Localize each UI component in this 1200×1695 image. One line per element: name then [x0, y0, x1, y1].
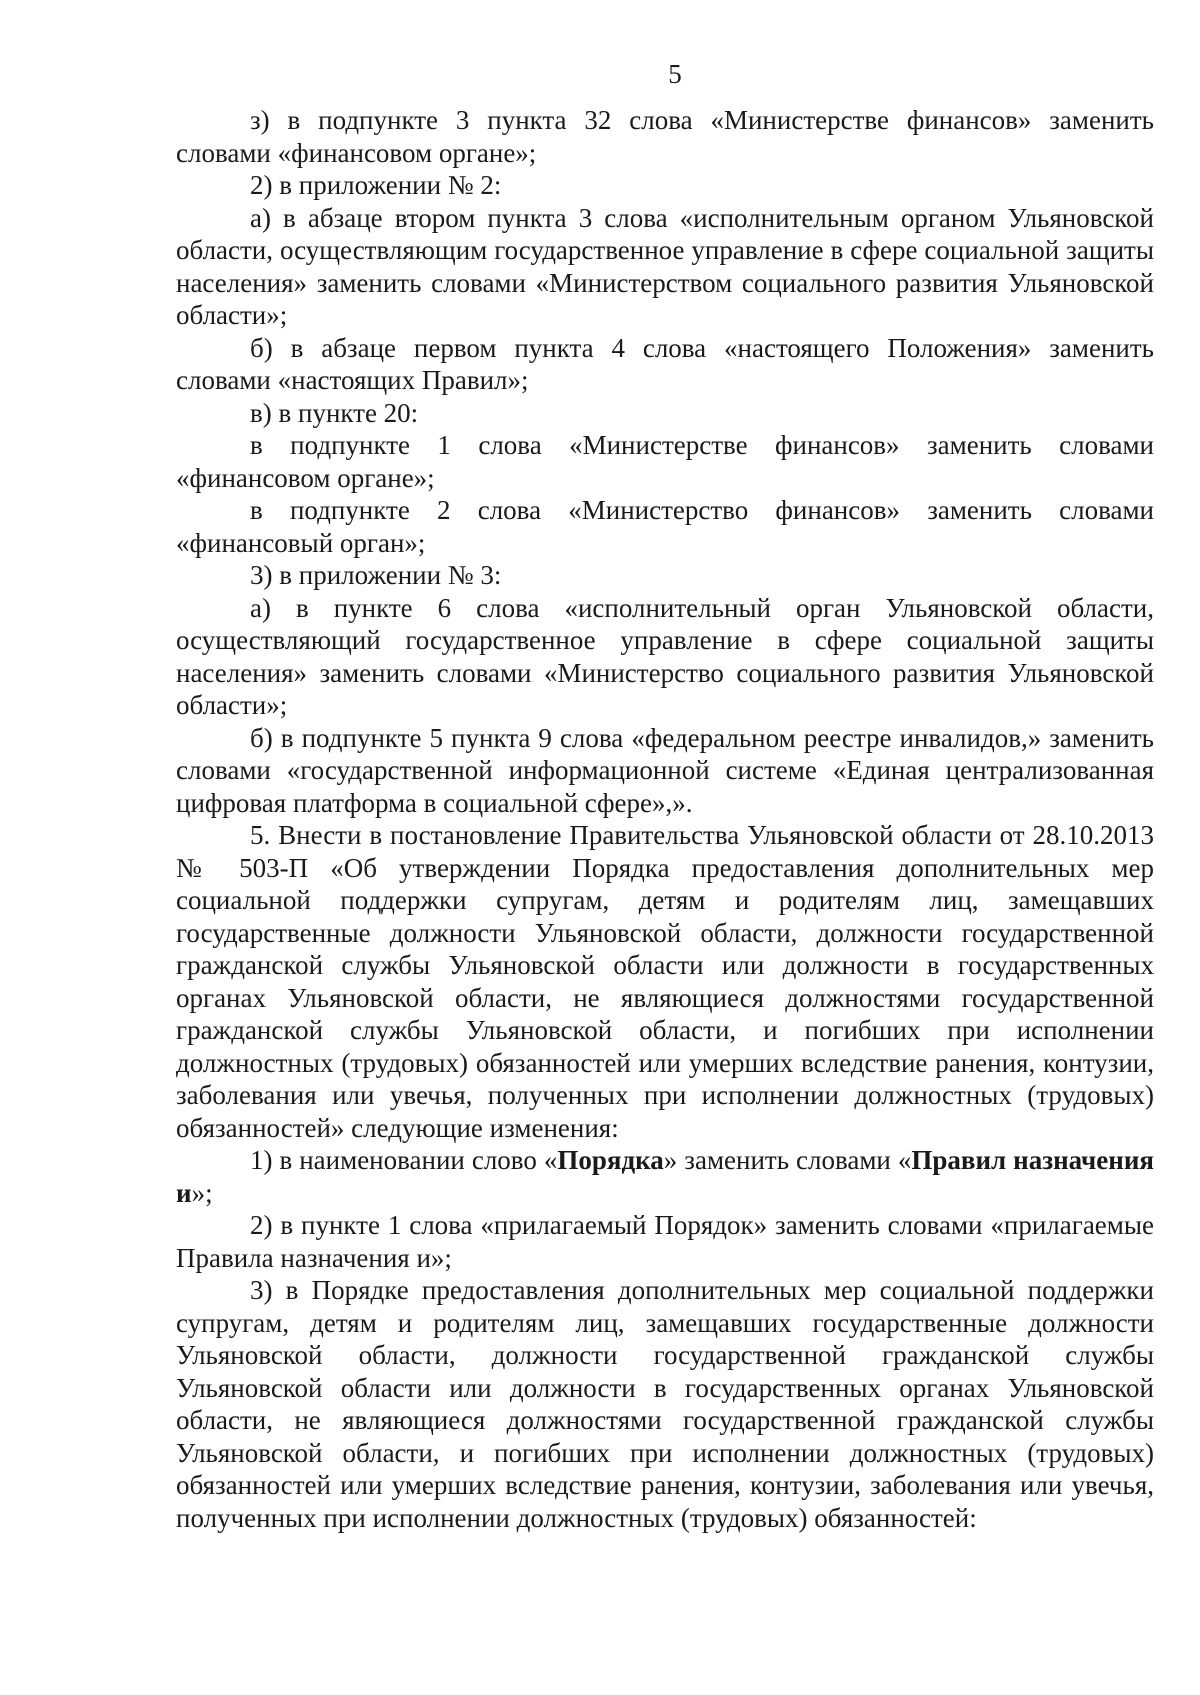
paragraph-2v-sub1: в подпункте 1 слова «Министерстве финансов» заменить словами «финансовом органе»; [176, 430, 1154, 493]
paragraph-3a: а) в пункте 6 слова «исполнительный орган Ульяновской области, осуществляющий государственное управление в сфере социальной защиты населения» заменить словами «Министерство социального развития Ульяновской области»; [176, 592, 1154, 720]
bold-word-poryadka: Порядка [557, 1145, 664, 1175]
paragraph-2v-sub2: в подпункте 2 слова «Министерство финансов» заменить словами «финансовый орган»; [176, 495, 1154, 558]
document-body [176, 104, 1154, 1534]
paragraph-2a: а) в абзаце втором пункта 3 слова «исполнительным органом Ульяновской области, осуществляющим государственное управление в сфере социальной защиты населения» заменить словами «Министерством социального развития Ульяновской области»; [176, 202, 1154, 330]
paragraph-5-1-text-c: »; [191, 1177, 213, 1208]
paragraph-3b: б) в подпункте 5 пункта 9 слова «федеральном реестре инвалидов,» заменить словами «государственной информационной системе «Единая централизованная цифровая платформа в социальной сфере»,». [176, 722, 1154, 818]
paragraph-2b: б) в абзаце первом пункта 4 слова «настоящего Положения» заменить словами «настоящих Правил»; [176, 332, 1154, 395]
page-number: 5 [668, 59, 682, 89]
bold-words-pravil: Правил назначения и [176, 1145, 1154, 1208]
paragraph-5-1-text-a: 1) в наименовании слово « [250, 1145, 558, 1175]
paragraph-2: 2) в приложении № 2: [250, 170, 502, 200]
paragraph-5-1 [176, 1144, 1154, 1209]
paragraph-3z: з) в подпункте 3 пункта 32 слова «Министерстве финансов» заменить словами «финансовом органе»; [176, 105, 1154, 168]
paragraph-3: 3) в приложении № 3: [250, 560, 502, 590]
paragraph-5-3: 3) в Порядке предоставления дополнительных мер социальной поддержки супругам, детям и родителям лиц, замещавших государственные должности Ульяновской области, должности государственной гражданской службы Ульяновской области или должности в государственных органах Ульяновской области, не являющиеся должностями государственной гражданской службы Ульяновской области, и погибших при исполнении должностных (трудовых) обязанностей или умерших вследствие ранения, контузии, заболевания или увечья, полученных при исполнении должностных (трудовых) обязанностей: [176, 1275, 1154, 1533]
paragraph-5-1-text-b: » заменить словами « [663, 1145, 912, 1175]
paragraph-2v: в) в пункте 20: [250, 397, 419, 428]
paragraph-5: 5. Внести в постановление Правительства Ульяновской области от 28.10.2013 № 503-П «Об утверждении Порядка предоставления дополнительных мер социальной поддержки супругам, детям и родителям лиц, замещавших государственные должности Ульяновской области, должности государственной гражданской службы Ульяновской области или должности в государственных органах Ульяновской области, не являющиеся должностями государственной гражданской службы Ульяновской области, и погибших при исполнении должностных (трудовых) обязанностей или умерших вследствие ранения, контузии, заболевания или увечья, полученных при исполнении должностных (трудовых) обязанностей» следующие изменения: [176, 820, 1154, 1143]
paragraph-5-2: 2) в пункте 1 слова «прилагаемый Порядок» заменить словами «прилагаемые Правила назначения и»; [176, 1210, 1154, 1273]
